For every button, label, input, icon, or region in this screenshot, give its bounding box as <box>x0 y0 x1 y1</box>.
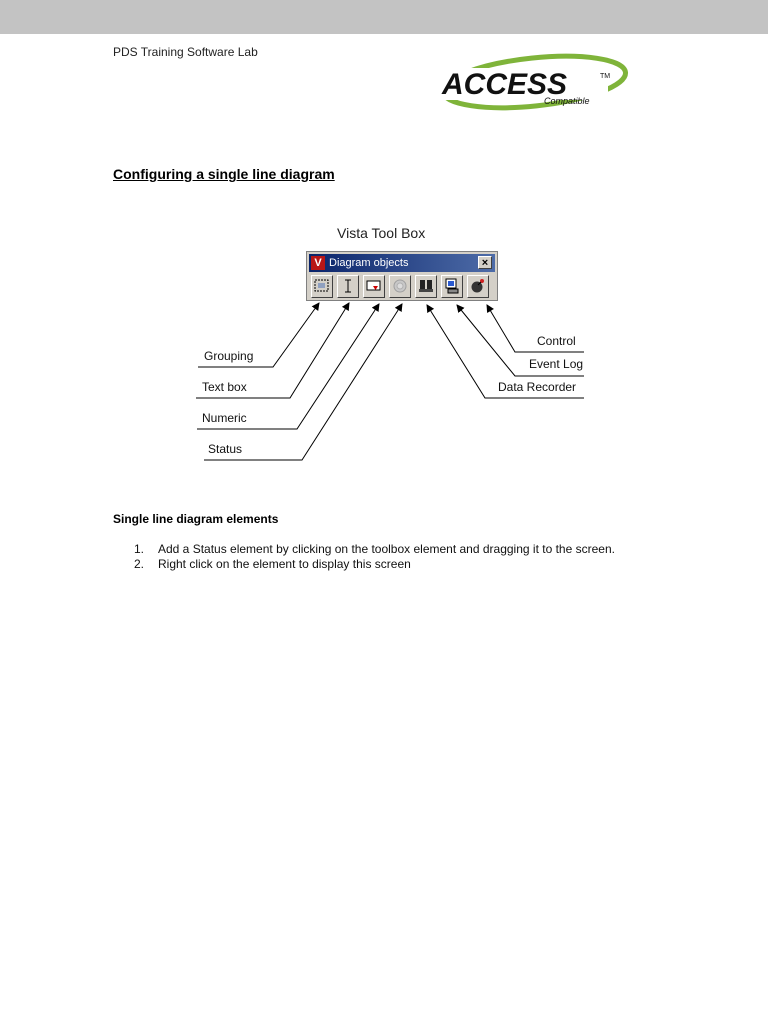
elements-heading: Single line diagram elements <box>113 512 279 526</box>
text-box-label: Text box <box>202 380 247 394</box>
logo-word: ACCESS <box>442 68 568 101</box>
step-number: 1. <box>134 542 145 556</box>
toolbox-title: Diagram objects <box>329 257 409 269</box>
step-text: Add a Status element by clicking on the toolbox element and dragging it to the screen. <box>158 542 615 556</box>
status-label: Status <box>208 442 243 456</box>
vista-app-icon: V <box>311 256 325 270</box>
data-recorder-label: Data Recorder <box>498 380 577 394</box>
step-number: 2. <box>134 557 145 571</box>
event-log-label: Event Log <box>529 357 584 371</box>
section-title: Configuring a single line diagram <box>113 166 335 182</box>
logo-tagline: Compatible <box>544 96 590 106</box>
control-label: Control <box>537 334 576 348</box>
figure-caption: Vista Tool Box <box>337 225 426 241</box>
grouping-label: Grouping <box>204 349 254 363</box>
numeric-label: Numeric <box>202 411 247 425</box>
close-button[interactable]: × <box>478 256 492 269</box>
list-item <box>134 542 615 556</box>
step-text: Right click on the element to display this screen <box>158 557 411 571</box>
logo-trademark: TM <box>600 73 611 80</box>
header-title: PDS Training Software Lab <box>113 45 258 59</box>
list-item <box>134 557 411 571</box>
